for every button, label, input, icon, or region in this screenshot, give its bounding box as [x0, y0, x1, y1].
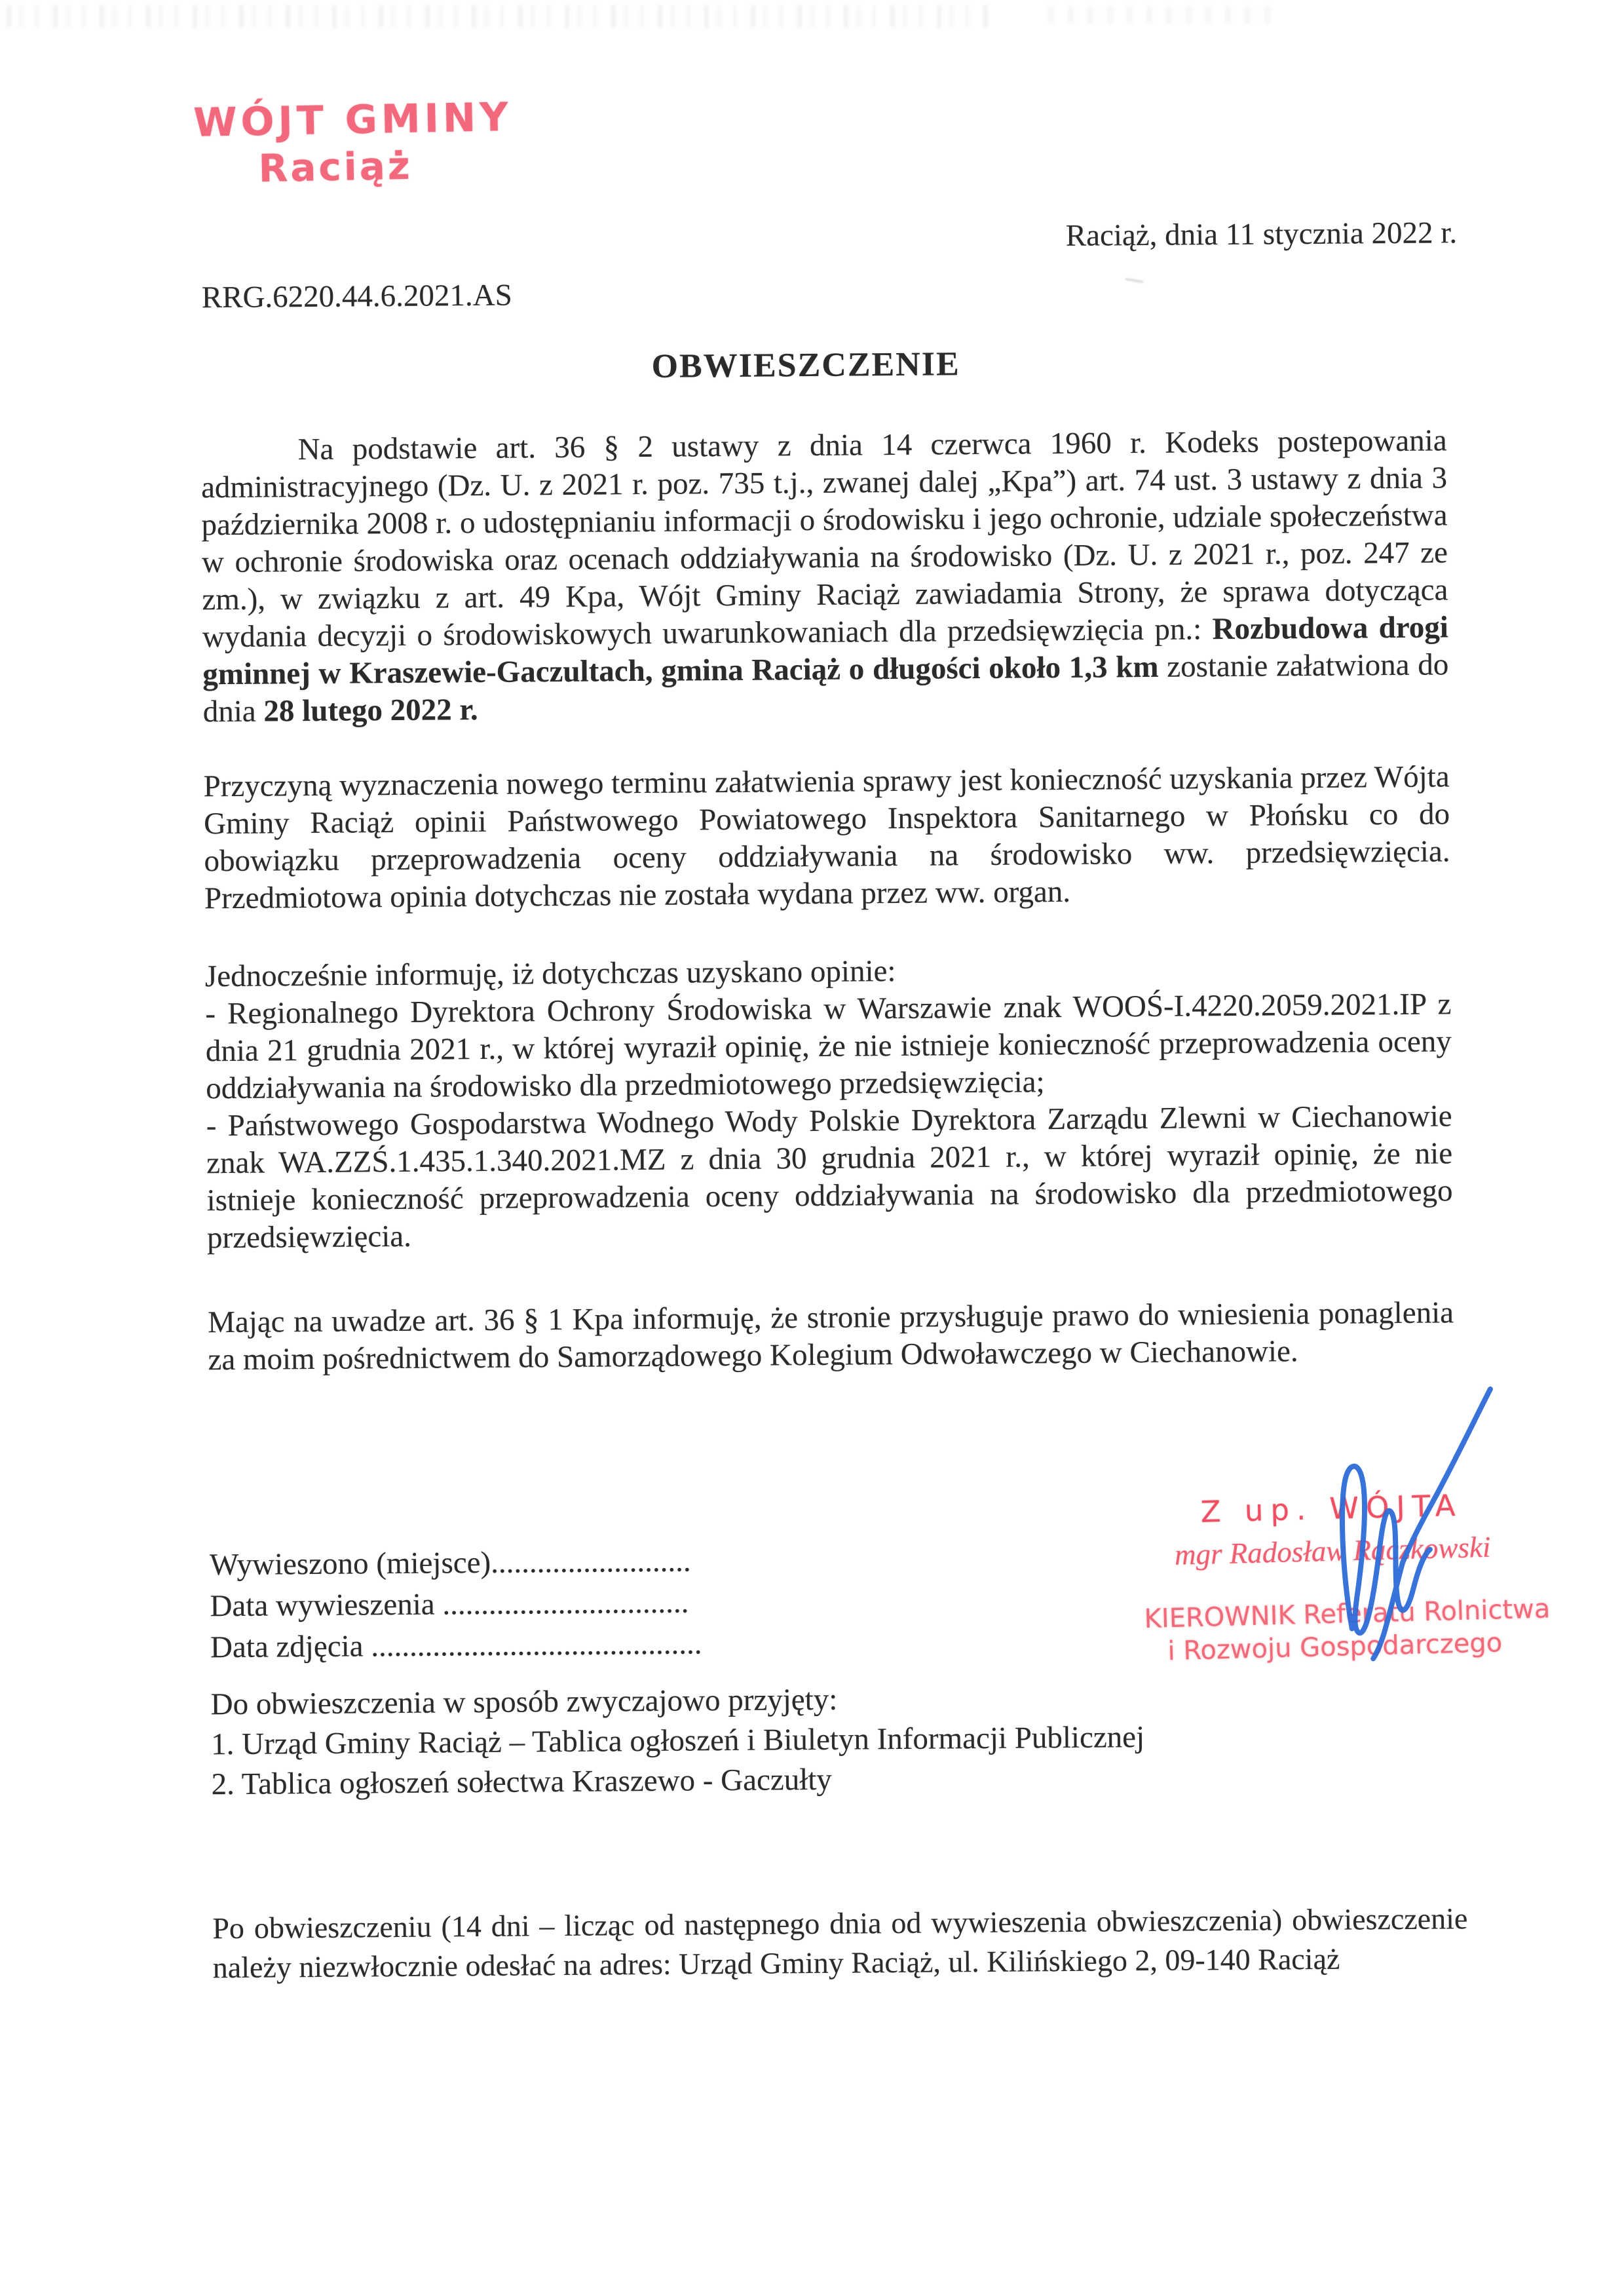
distribution-heading: Do obwieszczenia w sposób zwyczajowo przyjęty: [210, 1682, 838, 1722]
stamp-town-name: Raciąż [258, 143, 413, 191]
distribution-block [210, 1677, 1144, 1805]
removal-date-line: Data zdjęcia ........................................... [210, 1626, 702, 1665]
paragraph-opinion-wody-polskie: - Państwowego Gospodarstwa Wodnego Wody Polskie Dyrektora Zarządu Zlewni w Ciechanowie znak WA.ZZŚ.1.435.1.340.2021.MZ z dnia 30 grudnia 2021 r., w której wyraził opinię, że nie istnieje konieczność przeprowadzenia oceny oddziaływania na środowisko dla przedmiotowego przedsięwzięcia. [206, 1099, 1453, 1255]
case-reference-number: RRG.6220.44.6.2021.AS [201, 278, 512, 315]
stamp-signer-title-line2: i Rozwoju Gospodarczego [1167, 1628, 1503, 1667]
return-instruction-note: Po obwieszczeniu (14 dni – licząc od następnego dnia od wywieszenia obwieszczenia) obwieszczenie należy niezwłocznie odesłać na adres: Urząd Gminy Raciąż, ul. Kilińskiego 2, 09-140 Raciąż [212, 1902, 1468, 1985]
distribution-item: 1. Urząd Gminy Raciąż – Tablica ogłoszeń i Biuletyn Informacji Publicznej [210, 1720, 1145, 1762]
stamp-signer-name: mgr Radosław Rączkowski [1174, 1530, 1491, 1571]
distribution-item: 2. Tablica ogłoszeń sołectwa Kraszewo - Gaczułty [211, 1762, 833, 1802]
document-date: Raciąż, dnia 11 stycznia 2022 r. [1065, 216, 1458, 253]
paragraph-right-to-remind: Mając na uwadze art. 36 § 1 Kpa informuję, że stronie przysługuje prawo do wniesienia ponaglenia za moim pośrednictwem do Samorządowego Kolegium Odwoławczego w Ciechanowie. [207, 1295, 1454, 1377]
posting-place-line: Wywieszono (miejsce).......................... [209, 1544, 691, 1582]
paragraph-opinion-rdos: - Regionalnego Dyrektora Ochrony Środowiska w Warszawie znak WOOŚ-I.4220.2059.2021.IP z dnia 21 grudnia 2021 r., w której wyraził opinię, że nie istnieje konieczność przeprowadzenia oceny oddziaływania na środowisko dla przedmiotowego przedsięwzięcia; [205, 987, 1452, 1106]
paragraph-reason: Przyczyną wyznaczenia nowego terminu załatwienia sprawy jest konieczność uzyskania przez Wójta Gminy Raciąż opinii Państwowego Powiatowego Inspektora Sanitarnego w Płońsku co do obowiązku przeprowadzenia oceny oddziaływania na środowisko ww. przedsięwzięcia. Przedmiotowa opinia dotychczas nie została wydana przez ww. organ. [203, 759, 1450, 916]
mayor-office-stamp [193, 96, 514, 190]
posting-date-line: Data wywieszenia ................................ [210, 1585, 689, 1624]
stamp-signer-title-line1: KIEROWNIK Referatu Rolnictwa [1144, 1594, 1551, 1635]
posting-record-block [210, 1540, 702, 1668]
document-body [200, 422, 1454, 1379]
document-title: OBWIESZCZENIE [651, 345, 960, 385]
paragraph-legal-basis: Na podstawie art. 36 § 2 ustawy z dnia 14 czerwca 1960 r. Kodeks postepowania administracyjnego (Dz. U. z 2021 r. poz. 735 t.j., zwanej dalej „Kpa”) art. 74 ust. 3 ustawy z dnia 3 października 2008 r. o udostępnianiu informacji o środowisku i jego ochronie, udziale społeczeństwa w ochronie środowiska oraz ocenach oddziaływania na środowisko (Dz. U. z 2021 r., poz. 247 ze zm.), w związku z art. 49 Kpa, Wójt Gminy Raciąż zawiadamia Strony, że sprawa dotycząca wydania decyzji o środowiskowych uwarunkowaniach dla przedsięwzięcia pn.: Rozbudowa drogi gminnej w Kraszewie-Gaczultach, gmina Raciąż o długości około 1,3 km zostanie załatwiona do dnia 28 lutego 2022 r. [200, 423, 1449, 729]
stamp-authorization-line: Z up. WÓJTA [1200, 1487, 1463, 1529]
stamp-office-name: WÓJT GMINY [193, 94, 513, 146]
deputy-signature-stamp [1141, 1486, 1551, 1667]
paragraph-opinions-intro: Jednocześnie informuję, iż dotychczas uzyskano opinie: [204, 953, 896, 994]
scan-smudge-artifact [1125, 278, 1143, 284]
